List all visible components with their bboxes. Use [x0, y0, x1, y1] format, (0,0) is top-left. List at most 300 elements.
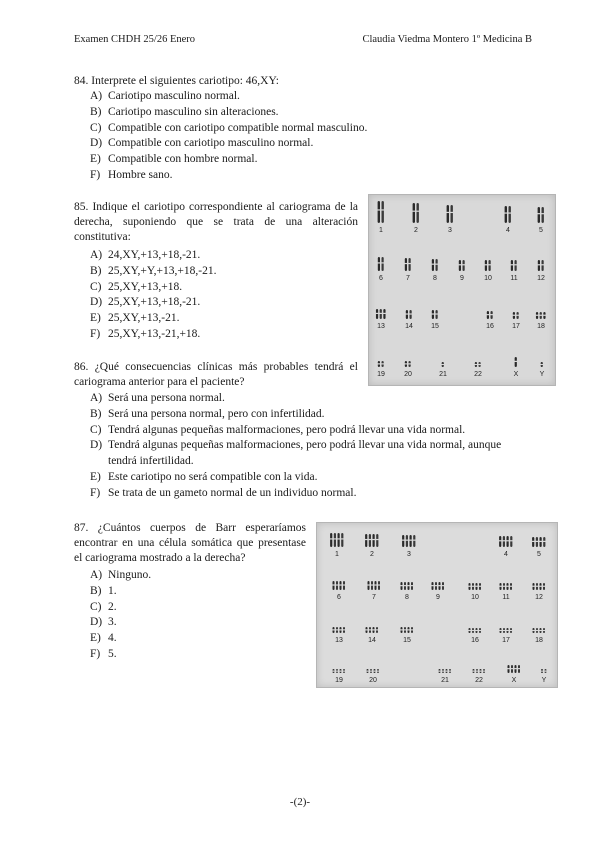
centromere-band: [476, 671, 479, 672]
chromosome: [538, 260, 540, 271]
option-letter: C): [90, 280, 102, 293]
chromosome-group: [468, 583, 481, 601]
centromere-band: [539, 586, 542, 587]
centromere-band: [378, 584, 381, 585]
centromere-band: [441, 364, 444, 365]
chromosome: [447, 205, 449, 223]
centromere-band: [438, 585, 441, 586]
centromere-band: [539, 541, 542, 542]
centromere-band: [532, 541, 535, 542]
option: [90, 568, 151, 584]
chromosome: [382, 201, 384, 223]
option-text: Hombre sano.: [108, 168, 173, 181]
karyogram-image-2: [316, 522, 558, 688]
centromere-band: [332, 584, 335, 585]
chromosome-label: 20: [404, 371, 412, 378]
option-letter: B): [90, 584, 102, 597]
centromere-band: [372, 539, 375, 540]
chromosome: [378, 257, 380, 271]
centromere-band: [377, 671, 380, 672]
chromosome-label: 19: [377, 371, 385, 378]
chromosome: [376, 534, 378, 547]
centromere-band: [510, 586, 513, 587]
chromosome-label: 20: [369, 677, 377, 684]
option: [90, 280, 217, 296]
chromosome-group: [510, 260, 517, 282]
chromosome-label: 14: [368, 637, 376, 644]
chromosome-label: 2: [370, 551, 374, 558]
centromere-band: [514, 264, 517, 265]
chromosome-label: 3: [407, 551, 411, 558]
chromosome-group: [468, 628, 481, 644]
chromosome-group: [537, 260, 545, 282]
option: [90, 89, 367, 105]
option-text: 24,XY,+13,+18,-21.: [108, 249, 201, 261]
chromosome-label: Y: [539, 371, 545, 378]
centromere-band: [536, 315, 539, 316]
chromosome-group: [486, 311, 494, 330]
header-left: Examen CHDH 25/26 Enero: [74, 34, 196, 45]
option: [90, 407, 530, 423]
option: [90, 105, 367, 121]
chromosome-group: [537, 207, 544, 234]
chromosome-group: [499, 583, 512, 601]
chromosome: [413, 535, 415, 547]
chromosome: [410, 535, 412, 547]
centromere-band: [405, 263, 408, 264]
question-84-title: 84. Interprete el siguientes cariotipo: 46,XY:: [74, 75, 279, 87]
option: [90, 311, 217, 327]
centromere-band: [435, 313, 438, 314]
centromere-band: [539, 630, 542, 631]
centromere-band: [378, 363, 381, 364]
option-text: 3.: [108, 616, 117, 629]
centromere-band: [449, 671, 452, 672]
chromosome-group: [504, 206, 511, 234]
chromosome: [417, 203, 419, 223]
question-84-options: [90, 89, 367, 184]
chromosome-group: [377, 201, 384, 234]
centromere-band: [472, 630, 475, 631]
chromosome-label: 17: [502, 637, 510, 644]
chromosome: [341, 533, 343, 547]
centromere-band: [475, 586, 478, 587]
centromere-band: [405, 363, 408, 364]
chromosome-label: 10: [471, 594, 479, 601]
chromosome-group: [431, 582, 444, 601]
centromere-band: [541, 671, 544, 672]
centromere-band: [343, 629, 346, 630]
chromosome-label: 9: [460, 275, 464, 282]
chromosome: [369, 534, 371, 547]
centromere-band: [511, 264, 514, 265]
centromere-band: [541, 264, 544, 265]
chromosome-group: [474, 362, 482, 378]
centromere-band: [409, 313, 412, 314]
centromere-band: [472, 671, 475, 672]
centromere-band: [381, 262, 384, 263]
chromosome-label: 6: [379, 275, 383, 282]
option-text: Ninguno.: [108, 569, 152, 581]
centromere-band: [508, 212, 511, 213]
chromosome-label: 11: [510, 275, 518, 282]
chromosome: [505, 206, 507, 223]
chromosome-label: Y: [541, 677, 547, 684]
option-text: 1.: [108, 584, 117, 597]
option-letter: D): [90, 616, 103, 629]
centromere-band: [536, 586, 539, 587]
centromere-band: [337, 538, 340, 539]
centromere-band: [532, 630, 535, 631]
centromere-band: [431, 585, 434, 586]
centromere-band: [516, 315, 519, 316]
option-text: 25,XY,+13,+18.: [108, 280, 183, 293]
chromosome-group: [332, 627, 345, 644]
option-letter: A): [90, 569, 103, 581]
chromosome: [378, 201, 380, 223]
centromere-band: [406, 313, 409, 314]
centromere-band: [332, 629, 335, 630]
chromosome-label: 11: [502, 594, 510, 601]
centromere-band: [468, 630, 471, 631]
option-letter: C): [90, 600, 102, 613]
option-letter: B): [90, 264, 102, 277]
chromosome: [365, 534, 367, 547]
centromere-band: [459, 264, 462, 265]
chromosome-group: [365, 627, 378, 644]
option-text: Compatible con cariotipo compatible normal masculino.: [108, 121, 368, 134]
centromere-band: [339, 584, 342, 585]
chromosome: [463, 260, 465, 271]
centromere-band: [475, 364, 478, 365]
option-letter: F): [90, 168, 101, 181]
centromere-band: [411, 585, 414, 586]
chromosome-label: 4: [504, 551, 508, 558]
chromosome: [489, 260, 491, 271]
centromere-band: [365, 629, 368, 630]
centromere-band: [487, 314, 490, 315]
chromosome: [402, 535, 404, 547]
chromosome: [509, 206, 511, 223]
option: [90, 631, 151, 647]
chromosome-label: 5: [539, 227, 543, 234]
chromosome-group: [405, 310, 413, 330]
chromosome-group: [400, 627, 413, 644]
option-text: Será una persona normal, pero con infertilidad.: [108, 407, 325, 420]
chromosome-group: [365, 534, 379, 558]
centromere-band: [514, 668, 517, 669]
centromere-band: [336, 671, 339, 672]
chromosome-group: [366, 669, 379, 684]
centromere-band: [503, 630, 506, 631]
option-text: Este cariotipo no será compatible con la vida.: [108, 470, 318, 483]
question-86-options: [90, 391, 530, 502]
centromere-band: [330, 538, 333, 539]
option: [90, 600, 151, 616]
centromere-band: [483, 671, 486, 672]
centromere-band: [332, 671, 335, 672]
chromosome-group: [412, 203, 419, 234]
chromosome-label: X: [511, 677, 517, 684]
option: [90, 136, 367, 152]
centromere-band: [485, 264, 488, 265]
centromere-band: [343, 671, 346, 672]
centromere-band: [543, 315, 546, 316]
chromosome-label: 5: [537, 551, 541, 558]
option-text: 5.: [108, 647, 117, 660]
centromere-band: [490, 314, 493, 315]
chromosome-label: 18: [537, 323, 545, 330]
chromosome-group: [332, 581, 345, 601]
centromere-band: [499, 540, 502, 541]
chromosome-group: [439, 362, 447, 378]
centromere-band: [506, 586, 509, 587]
chromosome-group: [438, 669, 451, 684]
centromere-band: [510, 540, 513, 541]
centromere-band: [536, 541, 539, 542]
chromosome-label: 16: [486, 323, 494, 330]
karyogram-image-1: [368, 194, 556, 386]
centromere-band: [369, 539, 372, 540]
centromere-band: [411, 629, 414, 630]
centromere-band: [377, 209, 380, 210]
centromere-band: [543, 630, 546, 631]
centromere-band: [450, 212, 453, 213]
option-text: Tendrá algunas pequeñas malformaciones, pero podrá llevar una vida normal, aunque tendrá infertilidad.: [108, 439, 502, 468]
chromosome-label: 2: [414, 227, 418, 234]
centromere-band: [379, 313, 382, 314]
chromosome: [409, 258, 411, 271]
centromere-band: [540, 364, 543, 365]
chromosome: [510, 536, 512, 547]
centromere-band: [532, 586, 535, 587]
question-86-title: 86. ¿Qué consecuencias clínicas más probables tendrá el cariograma anterior para el paciente?: [74, 361, 358, 388]
chromosome-label: 12: [535, 594, 543, 601]
centromere-band: [365, 539, 368, 540]
chromosome-label: 7: [406, 275, 410, 282]
chromosome: [413, 203, 415, 223]
chromosome-label: 15: [403, 637, 411, 644]
option-text: 2.: [108, 600, 117, 613]
chromosome: [485, 260, 487, 271]
option-text: 25,XY,+13,-21.: [108, 312, 180, 325]
option-letter: D): [90, 296, 103, 309]
chromosome: [499, 536, 501, 547]
centromere-band: [432, 264, 435, 265]
option-letter: D): [90, 137, 103, 150]
option: [90, 470, 530, 486]
chromosome-label: 13: [335, 637, 343, 644]
centromere-band: [339, 671, 342, 672]
centromere-band: [409, 540, 412, 541]
option-letter: A): [90, 249, 103, 261]
chromosome-group: [376, 309, 386, 330]
centromere-band: [475, 630, 478, 631]
centromere-band: [400, 629, 403, 630]
chromosome-group: [484, 260, 492, 282]
option: [90, 121, 367, 137]
centromere-band: [537, 213, 540, 214]
chromosome-label: 8: [405, 594, 409, 601]
centromere-band: [479, 630, 482, 631]
chromosome-group: [400, 582, 413, 601]
option-letter: C): [90, 423, 102, 436]
chromosome-label: 17: [512, 323, 520, 330]
question-85-title: 85. Indique el cariotipo correspondiente al cariograma de la derecha, suponiendo que se trata de una alteración constitutiva:: [74, 201, 358, 243]
option-text: 4.: [108, 632, 117, 645]
option-letter: B): [90, 105, 102, 118]
chromosome-label: X: [513, 371, 519, 378]
chromosome-group: [514, 357, 519, 378]
centromere-band: [343, 584, 346, 585]
option: [90, 486, 530, 502]
centromere-band: [510, 630, 513, 631]
centromere-band: [442, 671, 445, 672]
option: [90, 647, 151, 663]
option-letter: E): [90, 470, 101, 483]
centromere-band: [366, 671, 369, 672]
chromosome-label: 4: [506, 227, 510, 234]
option-letter: F): [90, 486, 101, 499]
centromere-band: [336, 629, 339, 630]
option-text: Compatible con cariotipo masculino normal.: [108, 137, 314, 150]
chromosome-label: 10: [484, 275, 492, 282]
option-letter: E): [90, 632, 101, 645]
centromere-band: [402, 540, 405, 541]
centromere-band: [373, 671, 376, 672]
chromosome-label: 18: [535, 637, 543, 644]
option: [90, 438, 530, 470]
chromosome-label: 19: [335, 677, 343, 684]
centromere-band: [381, 209, 384, 210]
chromosome-group: [532, 537, 546, 558]
centromere-band: [407, 585, 410, 586]
chromosome: [382, 257, 384, 271]
chromosome-label: 22: [474, 371, 482, 378]
chromosome: [373, 534, 375, 547]
chromosome-group: [472, 669, 485, 684]
centromere-band: [372, 629, 375, 630]
centromere-band: [468, 586, 471, 587]
centromere-band: [442, 585, 445, 586]
page-number: -(2)-: [289, 796, 311, 808]
centromere-band: [376, 539, 379, 540]
centromere-band: [503, 540, 506, 541]
centromere-band: [407, 629, 410, 630]
centromere-band: [406, 540, 409, 541]
chromosome-group: [378, 257, 385, 282]
option: [90, 264, 217, 280]
centromere-band: [381, 363, 384, 364]
option-text: Compatible con hombre normal.: [108, 153, 258, 166]
chromosome-label: 21: [441, 677, 449, 684]
option: [90, 391, 530, 407]
centromere-band: [538, 264, 541, 265]
centromere-band: [513, 315, 516, 316]
chromosome-label: 16: [471, 637, 479, 644]
centromere-band: [370, 671, 373, 672]
centromere-band: [438, 671, 441, 672]
option-letter: A): [90, 90, 103, 102]
chromosome-group: [540, 362, 545, 378]
chromosome: [459, 260, 461, 271]
chromosome: [405, 258, 407, 271]
chromosome: [451, 205, 453, 223]
centromere-band: [488, 264, 491, 265]
centromere-band: [416, 211, 419, 212]
centromere-band: [378, 262, 381, 263]
centromere-band: [336, 584, 339, 585]
option-letter: E): [90, 312, 101, 325]
chromosome-group: [432, 259, 439, 282]
chromosome: [542, 260, 544, 271]
centromere-band: [341, 538, 344, 539]
chromosome: [511, 260, 513, 271]
centromere-band: [446, 212, 449, 213]
centromere-band: [544, 671, 547, 672]
chromosome: [507, 536, 509, 547]
centromere-band: [376, 313, 379, 314]
centromere-band: [435, 585, 438, 586]
chromosome-group: [446, 205, 453, 234]
centromere-band: [404, 629, 407, 630]
centromere-band: [503, 586, 506, 587]
chromosome-label: 6: [337, 594, 341, 601]
chromosome-label: 21: [439, 371, 447, 378]
centromere-band: [400, 585, 403, 586]
centromere-band: [499, 586, 502, 587]
chromosome-group: [507, 665, 520, 684]
chromosome-label: 15: [431, 323, 439, 330]
chromosome-group: [532, 628, 545, 644]
option-text: Tendrá algunas pequeñas malformaciones, pero podrá llevar una vida normal.: [108, 423, 466, 436]
header-right: Claudia Viedma Montero 1º Medicina B: [362, 34, 532, 45]
option: [90, 423, 530, 439]
option-letter: F): [90, 327, 101, 340]
centromere-band: [369, 629, 372, 630]
chromosome-group: [431, 310, 439, 330]
question-87-options: [90, 568, 151, 663]
option-letter: A): [90, 392, 103, 404]
chromosome-group: [532, 583, 545, 601]
centromere-band: [479, 586, 482, 587]
chromosome: [432, 259, 434, 271]
centromere-band: [506, 630, 509, 631]
centromere-band: [371, 584, 374, 585]
option-letter: E): [90, 153, 101, 166]
option: [90, 295, 217, 311]
centromere-band: [478, 364, 481, 365]
centromere-band: [435, 264, 438, 265]
chromosome-group: [499, 628, 512, 644]
chromosome: [334, 533, 336, 547]
centromere-band: [404, 585, 407, 586]
centromere-band: [339, 629, 342, 630]
option-letter: B): [90, 407, 102, 420]
chromosome: [515, 260, 517, 271]
centromere-band: [413, 540, 416, 541]
option: [90, 168, 367, 184]
centromere-band: [543, 541, 546, 542]
chromosome-label: 13: [377, 323, 385, 330]
chromosome-group: [499, 536, 513, 558]
centromere-band: [462, 264, 465, 265]
chromosome-group: [377, 361, 385, 378]
centromere-band: [412, 211, 415, 212]
option: [90, 152, 367, 168]
centromere-band: [514, 361, 517, 362]
centromere-band: [539, 315, 542, 316]
